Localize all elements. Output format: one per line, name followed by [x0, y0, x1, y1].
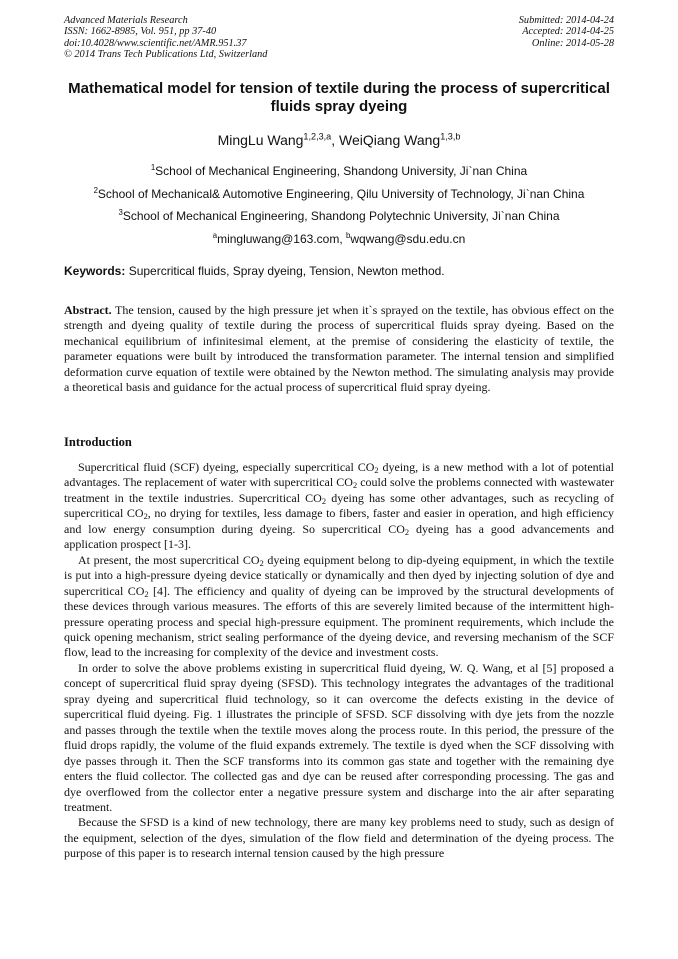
affiliation-mark: 1: [150, 163, 156, 172]
abstract-text: The tension, caused by the high pressure jet when it`s sprayed on the textile, has obvious effect on the strength and dyeing quality of textile during the process of supercritical fluids spray dyeing. Based on the mechanical equilibrium of infinitesimal element, at the premise of considering the elasticity of textile, the parameter equations were built by introduced the transformation parameter. The internal tension and simplified deformation curve equation of textile were obtained by the Newton method. The simulating analysis may provide a theoretical basis and guidance for the actual process of supercritical fluid spray dyeing.: [64, 303, 614, 395]
email-address: mingluwang@163.com: [217, 231, 340, 246]
body-paragraph: In order to solve the above problems existing in supercritical fluid dyeing, W. Q. Wang, et al [5] proposed a concept of supercritical fluid spray dyeing (SFSD). This technology integrates the advantages of the traditional spray dyeing and supercritical fluid technology, so it can overcome the defects existing in the device of supercritical fluid dyeing. Fig. 1 illustrates the principle of SFSD. SCF dissolving with dye jets from the nozzle and passes through the textile when the textile moves along the process route. In this period, the pressure of the fluid drops rapidly, the volume of the fluid expands extremely. The textile is dyed when the SCF dissolving with dye passes through it. Then the SCF transforms into its common gas state and together with the remaining dye enters the fluid collector. The collected gas and dye can be reused after corresponding processing. The gas and dye overflowed from the collector enter a negative pressure system and discharge into the air after separating treatment.: [64, 660, 614, 814]
section-heading: Introduction: [64, 435, 132, 449]
affiliation-mark: 2: [93, 185, 98, 195]
author-line: [60, 131, 618, 149]
affiliations: [40, 163, 638, 253]
abstract-label: Abstract.: [64, 303, 112, 317]
journal-info: [64, 15, 267, 61]
author-affil-marks: 1,2,3,a: [303, 131, 332, 142]
keywords-text: Supercritical fluids, Spray dyeing, Tension, Newton method.: [125, 264, 445, 278]
author-name: MingLu Wang: [217, 132, 304, 148]
author-name: WeiQiang Wang: [339, 132, 441, 148]
author-affil-marks: 1,3,b: [440, 131, 461, 142]
copyright-line: © 2014 Trans Tech Publications Ltd, Switzerland: [64, 49, 268, 61]
affiliation: [40, 208, 638, 231]
email-address: wqwang@sdu.edu.cn: [350, 231, 466, 246]
subscript: 2: [374, 466, 379, 475]
subscript: 2: [404, 527, 410, 537]
journal-name: Advanced Materials Research: [64, 15, 188, 26]
email-mark: a: [212, 230, 218, 240]
affiliation-text: School of Mechanical Engineering, Shandong University, Ji`nan China: [155, 164, 528, 178]
accepted-date: Accepted: 2014-04-25: [522, 26, 614, 38]
body-paragraph: At present, the most supercritical $CO_2$ dyeing equipment belong to dip-dyeing equipment, in which the textile is put into a high-pressure dyeing device statically or dynamically and then dyed by injecting solution of dye and supercritical $CO_2$ [4]. The efficiency and quality of dyeing can be improved by the structural developments of these devices through various measures. The efforts of this are severely limited because of the intermittent high-pressure operating process and special high-pressure equipment. The prominent requirements, which include the quick opening mechanism, strict sealing performance of the dyeing device, and reversing mechanism of the SCF flow, lead to the increasing for complexity of the device and investment costs.: [64, 552, 615, 660]
paper-title: Mathematical model for tension of textile during the process of supercritical fluids spray dyeing: [68, 80, 610, 115]
subscript: 2: [321, 496, 327, 506]
keywords-label: Keywords:: [64, 264, 126, 278]
doi-line: doi:10.4028/www.scientific.net/AMR.951.37: [64, 37, 247, 49]
online-date: Online: 2014-05-28: [531, 37, 614, 49]
affiliation: [40, 186, 638, 209]
author-separator: ,: [331, 132, 340, 148]
issn-line: ISSN: 1662-8985, Vol. 951, pp 37-40: [64, 26, 217, 38]
subscript: 2: [144, 589, 149, 599]
subscript: 2: [259, 558, 264, 568]
affiliation-mark: 3: [118, 208, 123, 217]
body-paragraph: Supercritical fluid (SCF) dyeing, especially supercritical $CO_2$ dyeing, is a new method with a lot of potential advantages. The replacement of water with supercritical $CO_2$ could solve the problems connected with wastewater treatment in the textile industries. Supercritical $CO_2$ dyeing has some other advantages, such as recycling of supercritical $CO_2$, no drying for textiles, less damage to fibers, faster and easier in operation, and high efficiency and low energy consumption during dyeing. So supercritical $CO_2$ dyeing has a good advancements and application prospect [1-3].: [64, 460, 614, 552]
keywords: [64, 264, 445, 278]
body-paragraph: Because the SFSD is a kind of new technology, there are many key problems need to study, such as design of the equipment, selection of the dyes, simulation of the flow field and determination of the dyeing process. The purpose of this paper is to research internal tension caused by the high pressure: [64, 815, 614, 861]
email-separator: ,: [339, 231, 346, 246]
affiliation-text: School of Mechanical& Automotive Engineering, Qilu University of Technology, Ji`nan China: [97, 186, 585, 201]
email-line: [40, 231, 638, 254]
dates-info: [519, 15, 614, 49]
abstract: [64, 303, 614, 395]
affiliation: [40, 163, 638, 186]
submitted-date: Submitted: 2014-04-24: [518, 15, 614, 26]
affiliation-text: School of Mechanical Engineering, Shandong Polytechnic University, Ji`nan China: [122, 209, 560, 223]
introduction-body: [64, 460, 614, 862]
subscript: 2: [352, 481, 358, 491]
subscript: 2: [143, 512, 148, 522]
email-mark: b: [346, 230, 351, 240]
